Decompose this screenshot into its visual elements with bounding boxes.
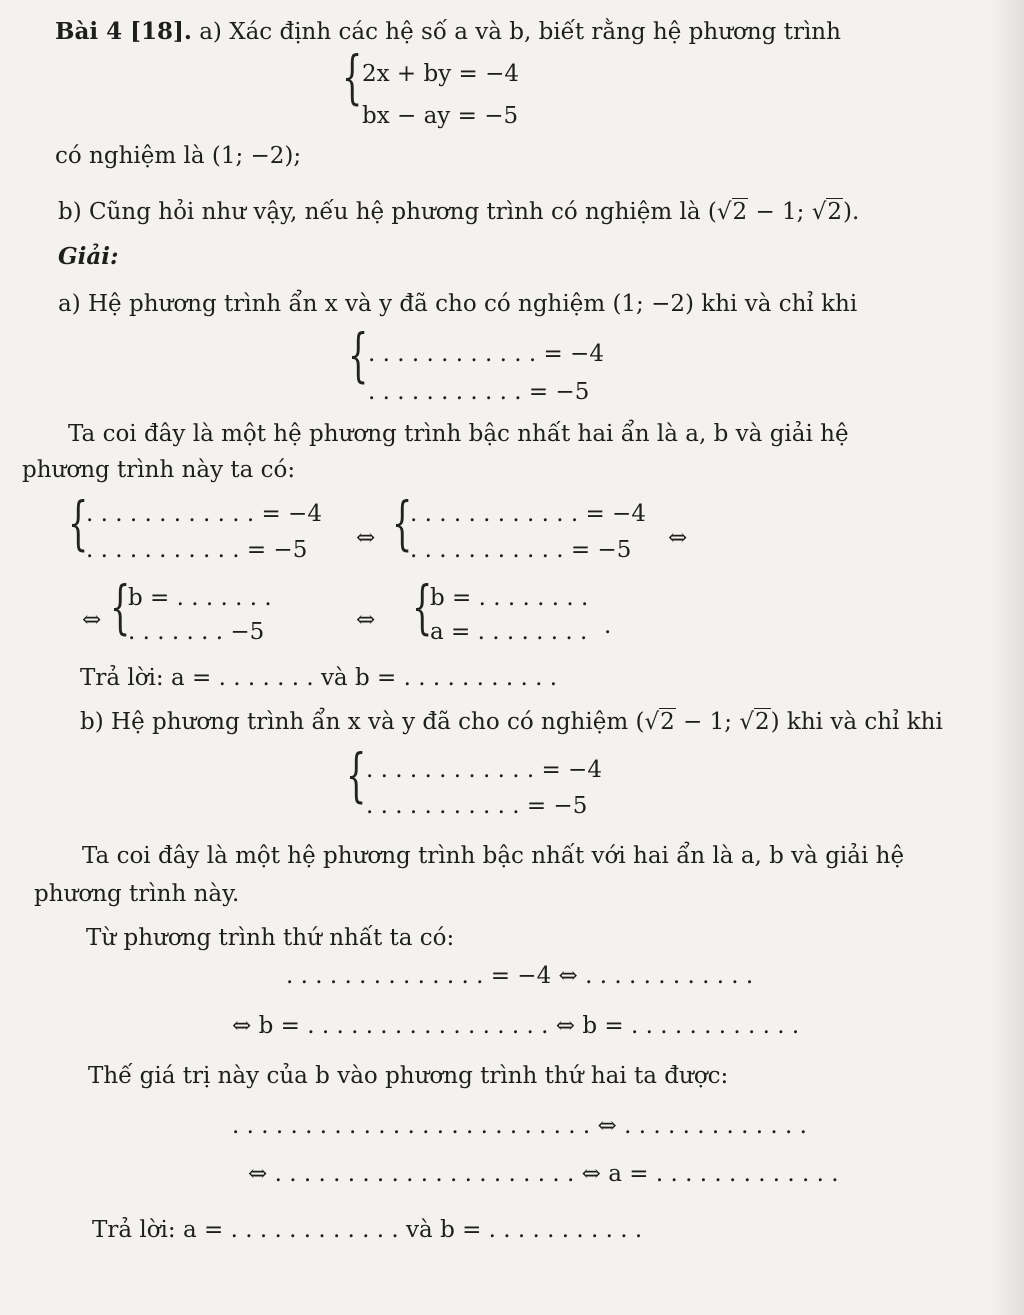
problem-part-b [58,198,859,226]
row2-right-eq2: a = . . . . . . . . [430,619,588,645]
row1-left-eq1: . . . . . . . . . . . . = −4 [86,501,322,527]
brace-row2-right: { [412,573,433,641]
b-sys-eq1: . . . . . . . . . . . . = −4 [366,757,602,783]
b-intro-root: 2 [754,709,770,735]
brace-system-given: { [342,43,363,111]
problem-heading [55,18,841,46]
iff-symbol: ⇔ [82,607,102,633]
brace-sys-b: { [346,741,367,809]
b-intro-prefix: b) Hệ phương trình ẩn x và y đã cho có nghiệm ( [80,709,645,735]
given-eq1: 2x + by = −4 [362,61,520,87]
b-intro [80,708,943,736]
b-sys-eq2: . . . . . . . . . . . = −5 [366,793,588,819]
row1-left-eq2: . . . . . . . . . . . = −5 [86,537,308,563]
iff-symbol: ⇔ [356,525,376,551]
answer-a: Trả lời: a = . . . . . . . và b = . . . . . . . . . . . [80,665,558,691]
first-eq-label: Từ phương trình thứ nhất ta có: [86,925,455,951]
problem-part-a: a) Xác định các hệ số a và b, biết rằng hệ phương trình [199,19,841,45]
page-edge-shadow [990,0,1024,1315]
substitute-label: Thế giá trị này của b vào phương trình thứ hai ta được: [88,1063,729,1089]
work-line-b4: ⇔ . . . . . . . . . . . . . . . . . . . . . ⇔ a = . . . . . . . . . . . . . [248,1161,839,1187]
a-consider-line2: phương trình này ta có: [22,457,296,483]
blank-sys1-eq2: . . . . . . . . . . . = −5 [368,379,590,405]
problem-title: Bài 4 [18]. [55,18,192,45]
part-b-mid: − 1; [748,199,812,225]
a-consider-line1: Ta coi đây là một hệ phương trình bậc nhất hai ẩn là a, b và giải hệ [68,421,849,447]
part-b-suffix: ). [843,199,860,225]
blank-sys1-eq1: . . . . . . . . . . . . = −4 [368,341,604,367]
brace-sys1: { [348,321,369,389]
period: . [604,613,612,639]
iff-symbol: ⇔ [668,525,688,551]
sqrt-symbol: √2 [716,199,748,225]
b-intro-mid: − 1; [675,709,740,735]
row2-left-eq1: b = . . . . . . . [128,585,272,611]
brace-row1-right: { [392,489,413,557]
iff-symbol: ⇔ [356,607,376,633]
given-eq2: bx − ay = −5 [362,103,519,129]
brace-row2-left: { [110,573,131,641]
work-line-b3: . . . . . . . . . . . . . . . . . . . . . . . . . ⇔ . . . . . . . . . . . . . [232,1113,807,1139]
b-consider-line2: phương trình này. [34,881,240,907]
answer-b: Trả lời: a = . . . . . . . . . . . . và b = . . . . . . . . . . . [92,1217,643,1243]
brace-row1-left: { [68,489,89,557]
part-b-root: 2 [827,199,843,225]
sqrt-symbol: √2 [811,199,843,225]
b-consider-line1: Ta coi đây là một hệ phương trình bậc nhất với hai ẩn là a, b và giải hệ [82,843,905,869]
row1-right-eq2: . . . . . . . . . . . = −5 [410,537,632,563]
part-b-root: 2 [732,199,748,225]
row1-right-eq1: . . . . . . . . . . . . = −4 [410,501,646,527]
solution-label: Giải: [58,243,119,270]
work-line-b1: . . . . . . . . . . . . . . = −4 ⇔ . . . . . . . . . . . . [286,963,754,989]
b-intro-root: 2 [660,709,675,735]
sqrt-symbol: √2 [644,709,675,735]
given-solution-a: có nghiệm là (1; −2); [55,143,302,169]
row2-right-eq1: b = . . . . . . . . [430,585,589,611]
work-line-b2: ⇔ b = . . . . . . . . . . . . . . . . . ⇔ b = . . . . . . . . . . . . [232,1013,800,1039]
sqrt-symbol: √2 [739,709,770,735]
a-intro: a) Hệ phương trình ẩn x và y đã cho có nghiệm (1; −2) khi và chỉ khi [58,291,858,317]
b-intro-suffix: ) khi và chỉ khi [770,709,943,735]
row2-left-eq2: . . . . . . . −5 [128,619,265,645]
part-b-prefix: b) Cũng hỏi như vậy, nếu hệ phương trình có nghiệm là ( [58,199,717,225]
